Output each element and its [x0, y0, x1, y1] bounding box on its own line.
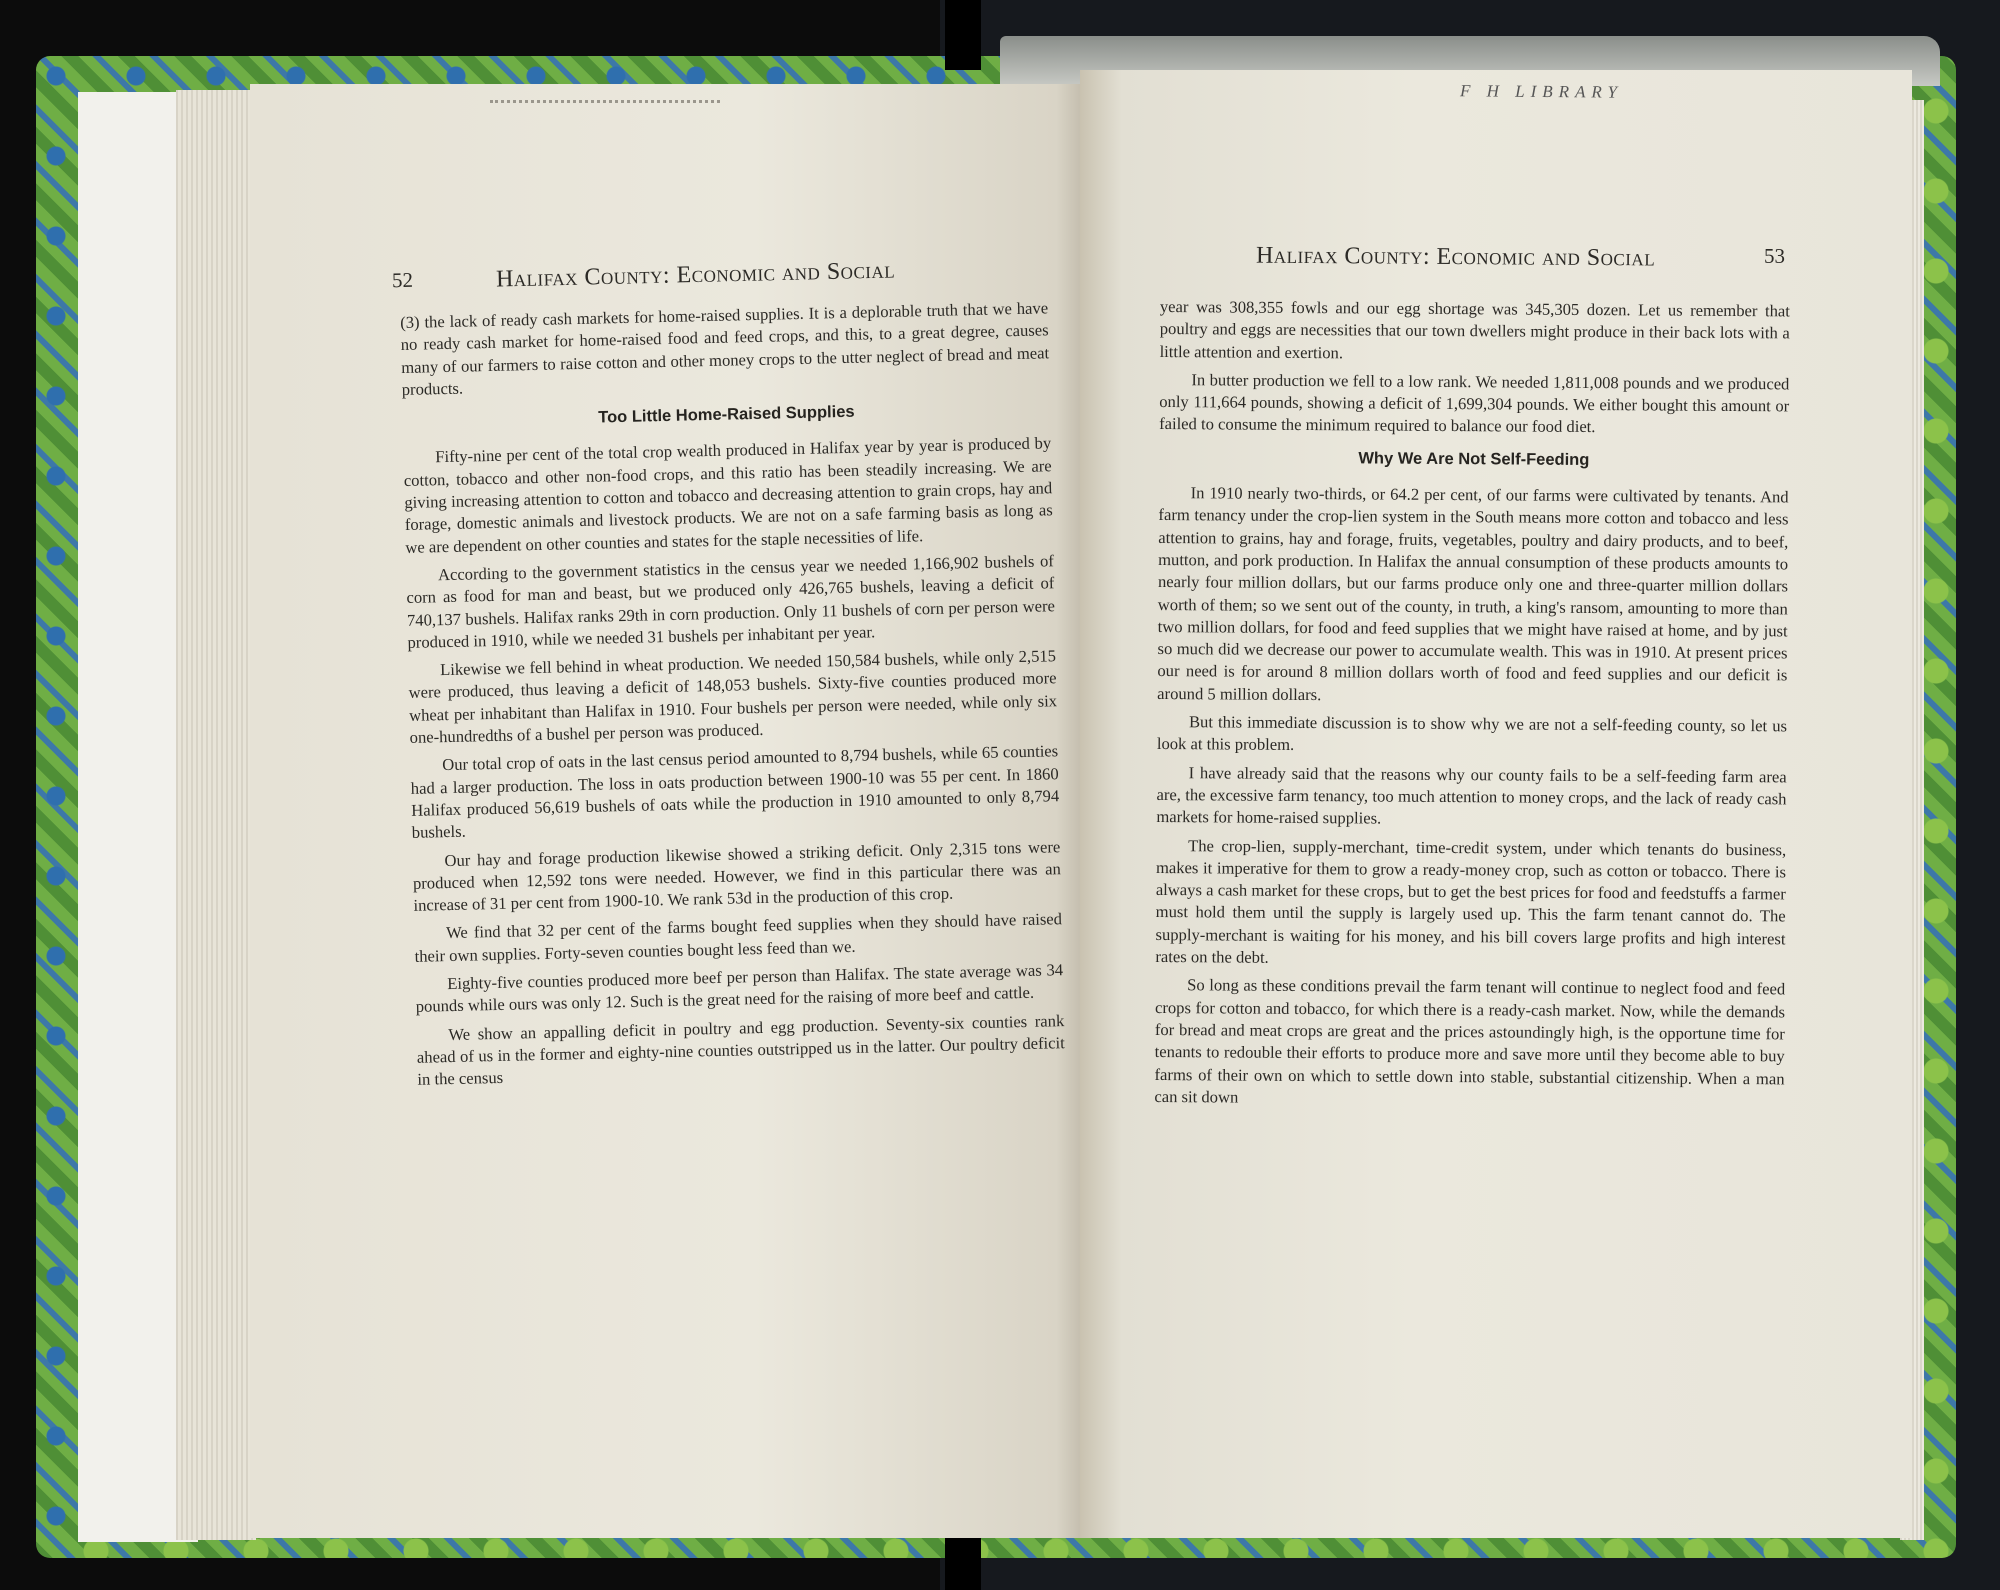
paragraph: So long as these conditions prevail the farm tenant will continue to neglect food and feed crops for cotton and tobacco, for which there is a ready-cash market. Now, while the demands for bread and meat crops are great and the prices astoundingly high, is the opportune time for tenants to redouble their efforts to produce more and save more until they become able to buy farms of their own on which to settle down into stable, substantial citizenship. When a man can sit down — [1154, 975, 1786, 1107]
page-stack-left — [176, 90, 256, 1540]
right-page-number: 53 — [1764, 244, 1785, 268]
paragraph: (3) the lack of ready cash markets for home-raised supplies. It is a deplorable truth that we have no ready cash market for home-raised food and feed crops, and this, to a great degree, causes many of our farmers to raise cotton and other money crops to the utter neglect of bread and meat products. — [400, 298, 1050, 399]
section-heading: Too Little Home-Raised Supplies — [598, 402, 855, 427]
left-page-text — [400, 297, 1066, 1097]
paragraph: According to the government statistics in the census year we needed 1,166,902 bushels of corn as food for man and beast, but we produced only 426,765 bushels, leaving a deficit of 740,137 bushels. Halifax ranks 29th in corn production. Only 11 bushels of corn per person were produced in 1910, while we needed 31 bushels per inhabitant per year. — [406, 551, 1056, 652]
paragraph: We show an appalling deficit in poultry and egg production. Seventy-six counties rank ahead of us in the former and eighty-nine counties outstripped us in the latter. Our poultry deficit in the census — [416, 1010, 1065, 1090]
right-running-title: Halifax County: Economic and Social — [1255, 242, 1656, 272]
paragraph: Likewise we fell behind in wheat production. We needed 150,584 bushels, while only 2,515 were produced, thus leaving a deficit of 148,053 bushels. Sixty-five counties produced more wheat per inhabitant than Halifax in 1910. Four bushels per person were needed, while only six one-hundredths of a bushel per person was produced. — [408, 646, 1058, 747]
left-running-title: Halifax County: Economic and Social — [495, 257, 896, 293]
left-page-number: 52 — [391, 267, 414, 293]
paragraph: Our total crop of oats in the last census period amounted to 8,794 bushels, while 65 counties had a larger production. The loss in oats production between 1900-10 was 55 per cent. In 1860 Halifax produced 56,619 bushels of oats while the production in 1910 amounted to only 8,794 bushels. — [410, 741, 1060, 843]
right-page-text — [1154, 296, 1790, 1118]
paragraph: year was 308,355 fowls and our egg shortage was 345,305 dozen. Let us remember that poultry and eggs are necessities that our town dwellers might produce in their back lots with a little attention and exertion. — [1159, 296, 1790, 362]
paragraph: Eighty-five counties produced more beef per person than Halifax. The state average was 34 pounds while ours was only 12. Such is the great need for the raising of more beef and cattle. — [415, 960, 1064, 1017]
paragraph: In 1910 nearly two-thirds, or 64.2 per cent, of our farms were cultivated by tenants. And farm tenancy under the crop-lien system in the South means more cotton and tobacco and less attention to grains, hay and forage, fruits, vegetables, poultry and dairy products, and to beef, mutton, and pork production. In Halifax the annual consumption of these products amounts to nearly four million dollars, but our farms produce only one and three-quarter million dollars worth of them; so we sent out of the county, in truth, a king's ransom, amounting to more than two million dollars, for food and feed supplies that we might have raised at home, and by just so much did we decrease our power to accumulate wealth. This was in 1910. At present prices our need is for around 8 million dollars worth of food and feed supplies and our deficit is around 5 million dollars. — [1157, 483, 1789, 704]
ink-mark — [490, 92, 720, 103]
paragraph: The crop-lien, supply-merchant, time-credit system, under which tenants do business, makes it imperative for them to grow a ready-money crop, such as cotton or tobacco. There is always a cash market for these crops, but to get the best prices for food and feedstuffs a farmer must hold them until the supply is largely used up. This the farm tenant cannot do. The supply-merchant is waiting for his money, and his bill covers large profits and high interest rates on the debt. — [1155, 835, 1787, 967]
paragraph: Our hay and forage production likewise showed a striking deficit. Only 2,315 tons were produced when 12,592 tons were needed. However, we find in this particular there was an increase of 31 per cent from 1900-10. We rank 53d in the production of this crop. — [412, 836, 1062, 915]
paragraph: I have already said that the reasons why our county fails to be a self-feeding farm area are, the excessive farm tenancy, too much attention to money crops, and the lack of ready cash markets for home-raised supplies. — [1156, 762, 1787, 828]
paragraph: In butter production we fell to a low rank. We needed 1,811,008 pounds and we produced only 111,664 pounds, showing a deficit of 1,699,304 pounds. We either bought this amount or failed to consume the minimum required to balance our food diet. — [1159, 370, 1790, 437]
section-heading: Why We Are Not Self-Feeding — [1358, 449, 1590, 469]
paragraph: Fifty-nine per cent of the total crop wealth produced in Halifax year by year is produced by cotton, tobacco and other non-food crops, and this ratio has been steadily increasing. We are giving increasing attention to cotton and tobacco and decreasing attention to grain crops, hay and forage, domestic animals and livestock products. We are not on a safe farming basis as long as we are dependent on other counties and states for the staple necessities of life. — [403, 433, 1053, 557]
spine-gap-top — [945, 0, 981, 70]
paragraph: We find that 32 per cent of the farms bought feed supplies when they should have raised their own supplies. Forty-seven counties bought less feed than we. — [414, 909, 1063, 966]
paragraph: But this immediate discussion is to show why we are not a self-feeding county, so let us look at this problem. — [1156, 712, 1788, 755]
library-stamp: F H LIBRARY — [1459, 81, 1624, 102]
